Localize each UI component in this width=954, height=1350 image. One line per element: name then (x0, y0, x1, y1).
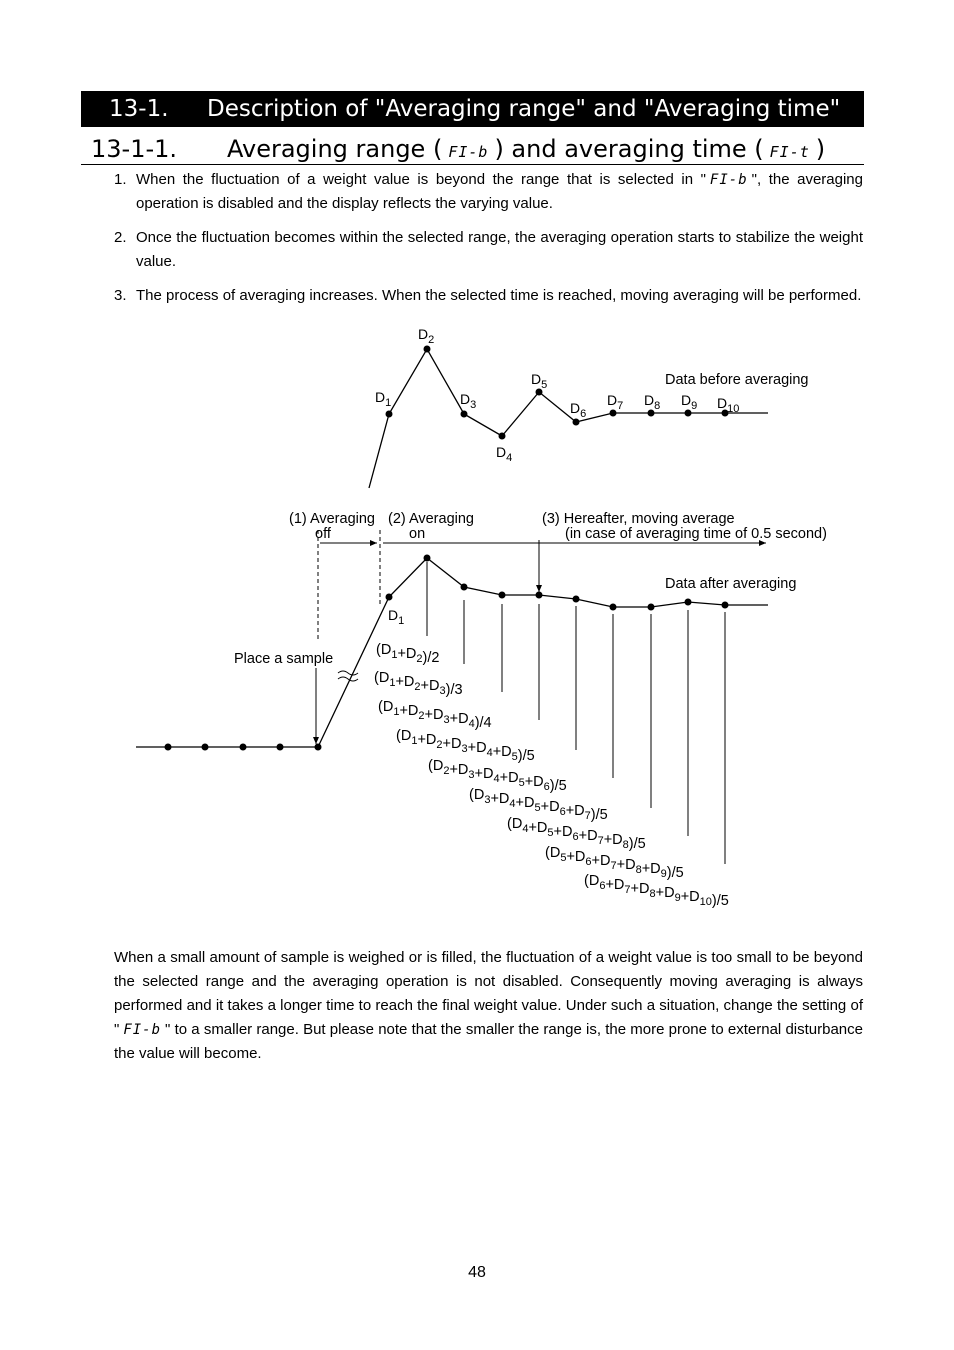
phase2-label-line1: (2) Averaging (388, 511, 474, 527)
formula: $(D_3+D_4+D_5+D_6+D_7)/5$ (469, 787, 608, 823)
averaged-point (499, 592, 506, 599)
point-label: $D_1$ (375, 389, 392, 409)
section-number: 13-1. (109, 96, 169, 122)
step-number: 1. (114, 171, 127, 188)
averaged-point (610, 604, 617, 611)
formula: $(D_1+D_2)/2$ (376, 642, 440, 666)
averaged-point (386, 594, 393, 601)
formula: $(D_5+D_6+D_7+D_8+D_9)/5$ (545, 845, 684, 881)
averaged-point (461, 584, 468, 591)
step-text: Once the fluctuation becomes within the selected range, the averaging operation starts to stabilize the weight value. (136, 229, 863, 270)
data-point-d4 (499, 433, 506, 440)
subsection-number: 13-1-1. (91, 135, 178, 163)
step-text-pre: When the fluctuation of a weight value is beyond the range that is selected in " (136, 171, 706, 188)
averaged-point (722, 602, 729, 609)
baseline-point (315, 744, 322, 751)
note-text-pre: When a small amount of sample is weighed or is filled, the fluctuation of a weight value is too small to be beyond the selected range and the averaging operation is not disabled. Consequently moving averaging is always performed and it takes a longer time to reach the final weight value. Under such a situation, change the setting of " (114, 949, 863, 1038)
after-first-point-label: $D_1$ (388, 607, 405, 627)
baseline-point (202, 744, 209, 751)
step-text: The process of averaging increases. When the selected time is reached, moving averaging will be performed. (136, 287, 862, 304)
page-number: 48 (468, 1264, 486, 1281)
phase-labels (289, 511, 827, 542)
averaged-point (536, 592, 543, 599)
averaged-point (648, 604, 655, 611)
note-code: FI-b (123, 1022, 162, 1038)
point-label: $D_7$ (607, 392, 624, 412)
formula: $(D_1+D_2+D_3)/3$ (374, 670, 463, 698)
before-averaging-label: Data before averaging (665, 372, 809, 388)
averaged-point (424, 555, 431, 562)
subsection-title-part1: Averaging range ( (227, 135, 443, 163)
step-text-post: ", the averaging operation is disabled and the display reflects the varying value. (136, 171, 863, 212)
formula: $(D_6+D_7+D_8+D_9+D_{10})/5$ (584, 873, 729, 909)
data-point-d6 (573, 419, 580, 426)
point-label: $D_9$ (681, 392, 698, 412)
section-title: Description of "Averaging range" and "Averaging time" (207, 96, 841, 122)
phase3-label-line1: (3) Hereafter, moving average (542, 511, 735, 527)
step-number: 3. (114, 287, 127, 304)
note-text-post: " to a smaller range. But please note that the smaller the range is, the more prone to external disturbance the value will become. (114, 1021, 863, 1062)
after-averaging-label: Data after averaging (665, 576, 797, 592)
point-label: $D_3$ (460, 391, 477, 411)
formulas (374, 642, 729, 909)
baseline-point (277, 744, 284, 751)
phase2-label-line2: on (409, 526, 426, 542)
step-code: FI-b (709, 172, 748, 188)
subsection-title-part3: ) (815, 135, 826, 163)
subsection-title-part2: ) and averaging time ( (494, 135, 764, 163)
baseline-point (240, 744, 247, 751)
point-label: $D_6$ (570, 400, 587, 420)
baseline-point (165, 744, 172, 751)
break-mark (338, 677, 358, 681)
point-label: $D_2$ (418, 326, 435, 346)
point-label: $D_8$ (644, 392, 661, 412)
averaged-point (685, 599, 692, 606)
place-sample-label: Place a sample (234, 651, 334, 667)
note-paragraph (114, 946, 863, 1066)
data-point-d2 (424, 346, 431, 353)
data-point-d1 (386, 411, 393, 418)
code-averaging-range: FI-b (448, 143, 489, 161)
break-mark (338, 671, 358, 675)
formula: $(D_4+D_5+D_6+D_7+D_8)/5$ (507, 816, 646, 852)
phase1-label-line2: off (315, 526, 331, 542)
data-point-d7 (610, 410, 617, 417)
point-label: $D_4$ (496, 444, 513, 464)
point-label: $D_{10}$ (717, 395, 740, 415)
formula: $(D_1+D_2+D_3+D_4)/4$ (378, 699, 492, 731)
phase1-label-line1: (1) Averaging (289, 511, 375, 527)
averaged-point (573, 596, 580, 603)
before-data-points (386, 346, 729, 440)
data-point-d3 (461, 411, 468, 418)
phase3-label-line2: (in case of averaging time of 0.5 second) (565, 526, 827, 542)
code-averaging-time: FI-t (769, 143, 810, 161)
formula: $(D_1+D_2+D_3+D_4+D_5)/5$ (396, 728, 535, 764)
step-number: 2. (114, 229, 127, 246)
formula: $(D_2+D_3+D_4+D_5+D_6)/5$ (428, 758, 567, 794)
before-graph (369, 326, 809, 488)
point-labels (375, 326, 739, 464)
before-data-line (369, 349, 768, 488)
point-label: $D_5$ (531, 371, 548, 391)
